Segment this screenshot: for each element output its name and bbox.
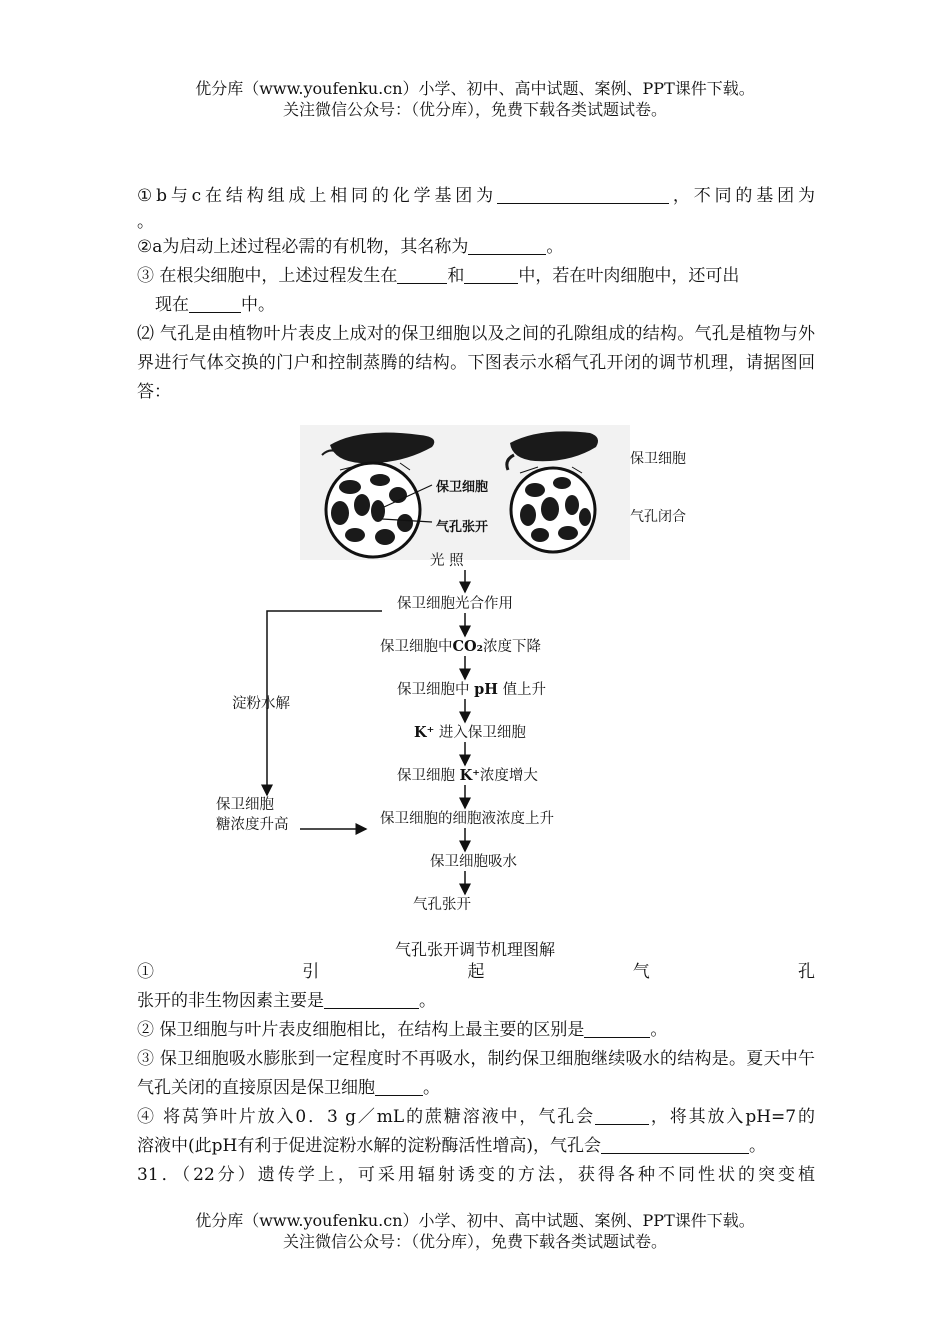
question-1-end: 。 — [137, 212, 154, 232]
answer-blank — [584, 1019, 650, 1038]
question-3-cont: 现在 中。 — [155, 295, 275, 315]
answer-2: ② 保卫细胞与叶片表皮细胞相比，在结构上最主要的区别是 。 — [137, 1020, 668, 1040]
question-1: ①b与c在结构组成上相同的化学基团为 ，不同的基团为 — [137, 186, 815, 206]
answer-blank — [324, 990, 419, 1009]
answer-blank — [375, 1077, 423, 1096]
label-guard-cell: 保卫细胞 — [436, 480, 489, 495]
label-stomata-open: 气孔张开 — [436, 520, 489, 535]
footer-line-1: 优分库（www.youfenku.cn）小学、初中、高中试题、案例、PPT课件下载。 — [195, 1211, 755, 1230]
label-guard-cell-right: 保卫细胞 — [630, 451, 686, 467]
flow-step-k-enter: K⁺ 进入保卫细胞 — [414, 724, 526, 741]
flow-step-k-conc: 保卫细胞 K⁺浓度增大 — [397, 767, 538, 784]
answers-block — [137, 958, 815, 1190]
answer-blank — [595, 1106, 649, 1125]
figure-caption: 气孔张开调节机理图解 — [394, 940, 555, 959]
flow-step-stomata-open: 气孔张开 — [413, 897, 471, 913]
flow-step-photosynthesis: 保卫细胞光合作用 — [397, 596, 513, 612]
question-2: ②a为启动上述过程必需的有机物，其名称为 。 — [137, 237, 564, 257]
answer-4: ④ 将莴笋叶片放入0．3 g／mL的蔗糖溶液中，气孔会 ，将其放入pH=7的 — [137, 1107, 815, 1127]
label-stomata-closed: 气孔闭合 — [630, 509, 686, 525]
flow-side-sugar-2: 糖浓度升高 — [216, 817, 289, 833]
answer-3: ③ 保卫细胞吸水膨胀到一定程度时不再吸水，制约保卫细胞继续吸水的结构是。夏天中午气孔关闭的直接原因是保卫细胞 。 — [137, 1049, 815, 1098]
flow-step-ph: 保卫细胞中 pH 值上升 — [397, 681, 547, 698]
header-line-1: 优分库（www.youfenku.cn）小学、初中、高中试题、案例、PPT课件下载。 — [195, 79, 755, 98]
flow-step-sap-conc: 保卫细胞的细胞液浓度上升 — [380, 811, 554, 827]
question-31: 31．（22分）遗传学上，可采用辐射诱变的方法，获得各种不同性状的突变植 — [137, 1165, 815, 1185]
header-line-2: 关注微信公众号：（优分库），免费下载各类试题试卷。 — [282, 100, 667, 119]
stomata-intro: ⑵ 气孔是由植物叶片表皮上成对的保卫细胞以及之间的孔隙组成的结构。气孔是植物与外界进行气体交换的门户和控制蒸腾的结构。下图表示水稻气孔开闭的调节机理，请据图回答： — [137, 324, 815, 402]
question-3: ③ 在根尖细胞中，上述过程发生在 和 中，若在叶肉细胞中，还可出 — [137, 266, 740, 286]
flow-step-co2: 保卫细胞中CO₂浓度下降 — [380, 638, 542, 655]
footer-line-2: 关注微信公众号：（优分库），免费下载各类试题试卷。 — [282, 1232, 667, 1251]
flow-step-light: 光 照 — [430, 553, 464, 569]
page-footer — [0, 1210, 950, 1252]
answer-blank — [601, 1135, 749, 1154]
answer-4-cont: 溶液中(此pH有利于促进淀粉水解的淀粉酶活性增高)，气孔会 。 — [137, 1136, 766, 1156]
flow-side-sugar-1: 保卫细胞 — [216, 797, 274, 813]
answer-1: ①引起气孔 — [137, 962, 815, 982]
answer-1-cont: 张开的非生物因素主要是 。 — [137, 991, 436, 1011]
flow-step-water-uptake: 保卫细胞吸水 — [430, 854, 517, 870]
flow-side-starch: 淀粉水解 — [232, 696, 290, 712]
